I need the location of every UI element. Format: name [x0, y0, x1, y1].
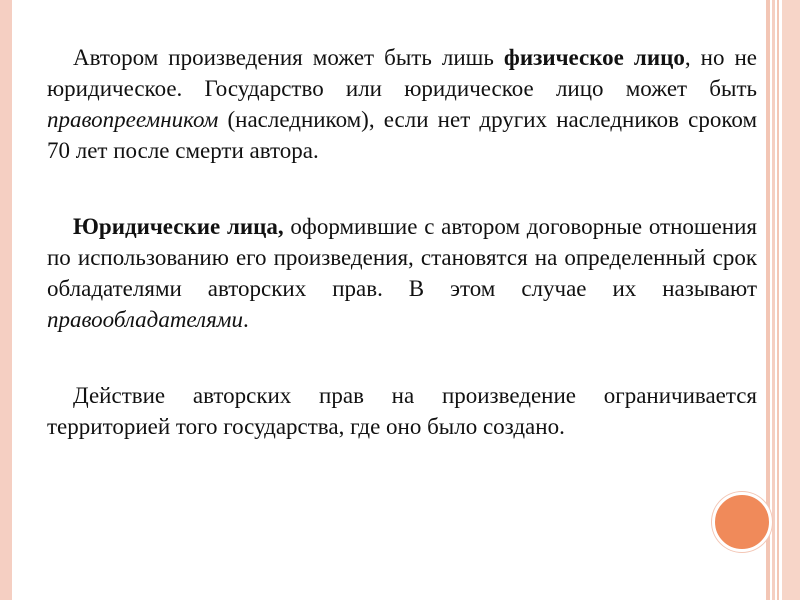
slide-body [47, 42, 757, 442]
text-run: Автором произведения может быть лишь [73, 45, 504, 70]
text-run: (наследником), если нет других наследников сроком 70 лет после смерти автора. [47, 107, 757, 163]
bold-term-natural-person: физическое лицо [503, 45, 685, 70]
bold-term-legal-entities: Юридические лица, [73, 214, 284, 239]
right-stripe-decoration [782, 0, 800, 600]
paragraph-legal-entities [47, 211, 757, 335]
text-run: оформившие с автором договорные отношения по использованию его произведения, становятся на определенный срок обладателями авторских прав. В этом случае их называют [47, 214, 757, 301]
text-run: , но не юридическое. Государство или юридическое лицо может быть [47, 45, 757, 101]
paragraph-author [47, 42, 757, 166]
text-run: . [242, 307, 249, 332]
text-run: Действие авторских прав на произведение ограничивается территорией того государства, где оно было создано. [47, 383, 757, 439]
italic-term-successor: правопреемником [47, 107, 219, 132]
paragraph-territory [47, 380, 757, 442]
italic-term-rightholders: правообладателями [47, 307, 243, 332]
right-stripe-decoration [772, 0, 775, 600]
orange-circle-decoration [712, 492, 772, 552]
left-border-decoration [0, 0, 12, 600]
right-stripe-decoration [777, 0, 779, 600]
